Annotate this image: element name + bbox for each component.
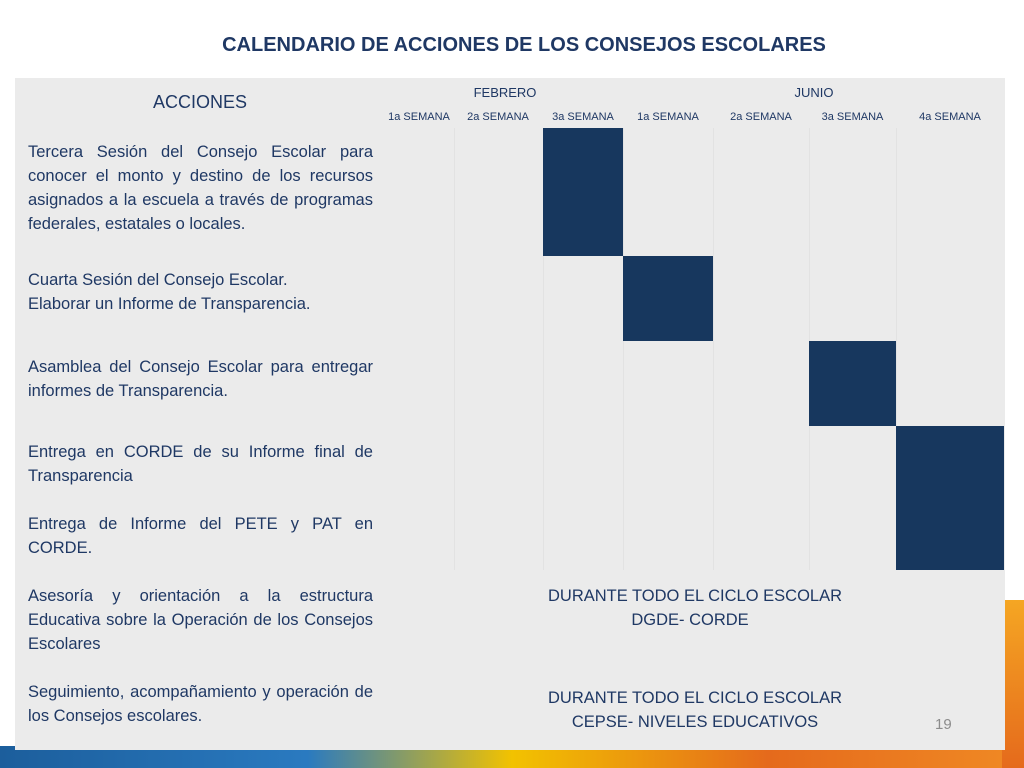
week-header: 4a SEMANA [919, 111, 981, 123]
month-febrero: FEBRERO [473, 85, 537, 100]
month-junio: JUNIO [794, 85, 834, 100]
during-cepse [540, 686, 850, 734]
page-title: CALENDARIO DE ACCIONES DE LOS CONSEJOS ESCOLARES [222, 34, 826, 56]
action-cuarta-sesion [28, 268, 373, 316]
grid-line [454, 128, 455, 570]
during-dgde-corde [540, 584, 850, 632]
week-header: 2a SEMANA [730, 111, 792, 123]
grid-line [623, 128, 624, 570]
during-responsible: CEPSE- NIVELES EDUCATIVOS [571, 713, 819, 731]
week-header: 1a SEMANA [637, 111, 699, 123]
scheduled-cell-informe-final [896, 426, 1004, 498]
action-seguimiento: Seguimiento, acompañamiento y operación de los Consejos escolares. [28, 683, 373, 725]
action-asesoria: Asesoría y orientación a la estructura Educativa sobre la Operación de los Consejos Escolares [28, 587, 373, 653]
action-tercera-sesion: Tercera Sesión del Consejo Escolar para conocer el monto y destino de los recursos asignados a la escuela a través de programas federales, estatales o locales. [28, 143, 373, 233]
week-header: 3a SEMANA [821, 111, 884, 123]
grid-line [713, 128, 714, 570]
action-cuarta-sesion-line2: Elaborar un Informe de Transparencia. [28, 295, 311, 313]
action-pete-pat: Entrega de Informe del PETE y PAT en CORDE. [28, 515, 373, 557]
scheduled-cell-cuarta-sesion [623, 256, 713, 341]
scheduled-cell-pete-pat [896, 498, 1004, 570]
action-cuarta-sesion-line1: Cuarta Sesión del Consejo Escolar. [28, 271, 288, 289]
action-asamblea: Asamblea del Consejo Escolar para entregar informes de Transparencia. [28, 358, 373, 400]
scheduled-cell-tercera-sesion [543, 128, 623, 256]
week-header: 1a SEMANA [388, 111, 450, 123]
page-number: 19 [935, 716, 952, 733]
week-header: 3a SEMANA [552, 111, 614, 123]
during-label: DURANTE TODO EL CICLO ESCOLAR [547, 689, 842, 707]
decorative-right-strip [1002, 600, 1024, 768]
scheduled-cell-asamblea [809, 341, 896, 426]
during-responsible: DGDE- CORDE [631, 611, 749, 629]
actions-header: ACCIONES [152, 92, 248, 112]
week-header: 2a SEMANA [467, 111, 529, 123]
action-informe-final: Entrega en CORDE de su Informe final de Transparencia [28, 443, 373, 485]
during-label: DURANTE TODO EL CICLO ESCOLAR [547, 587, 842, 605]
